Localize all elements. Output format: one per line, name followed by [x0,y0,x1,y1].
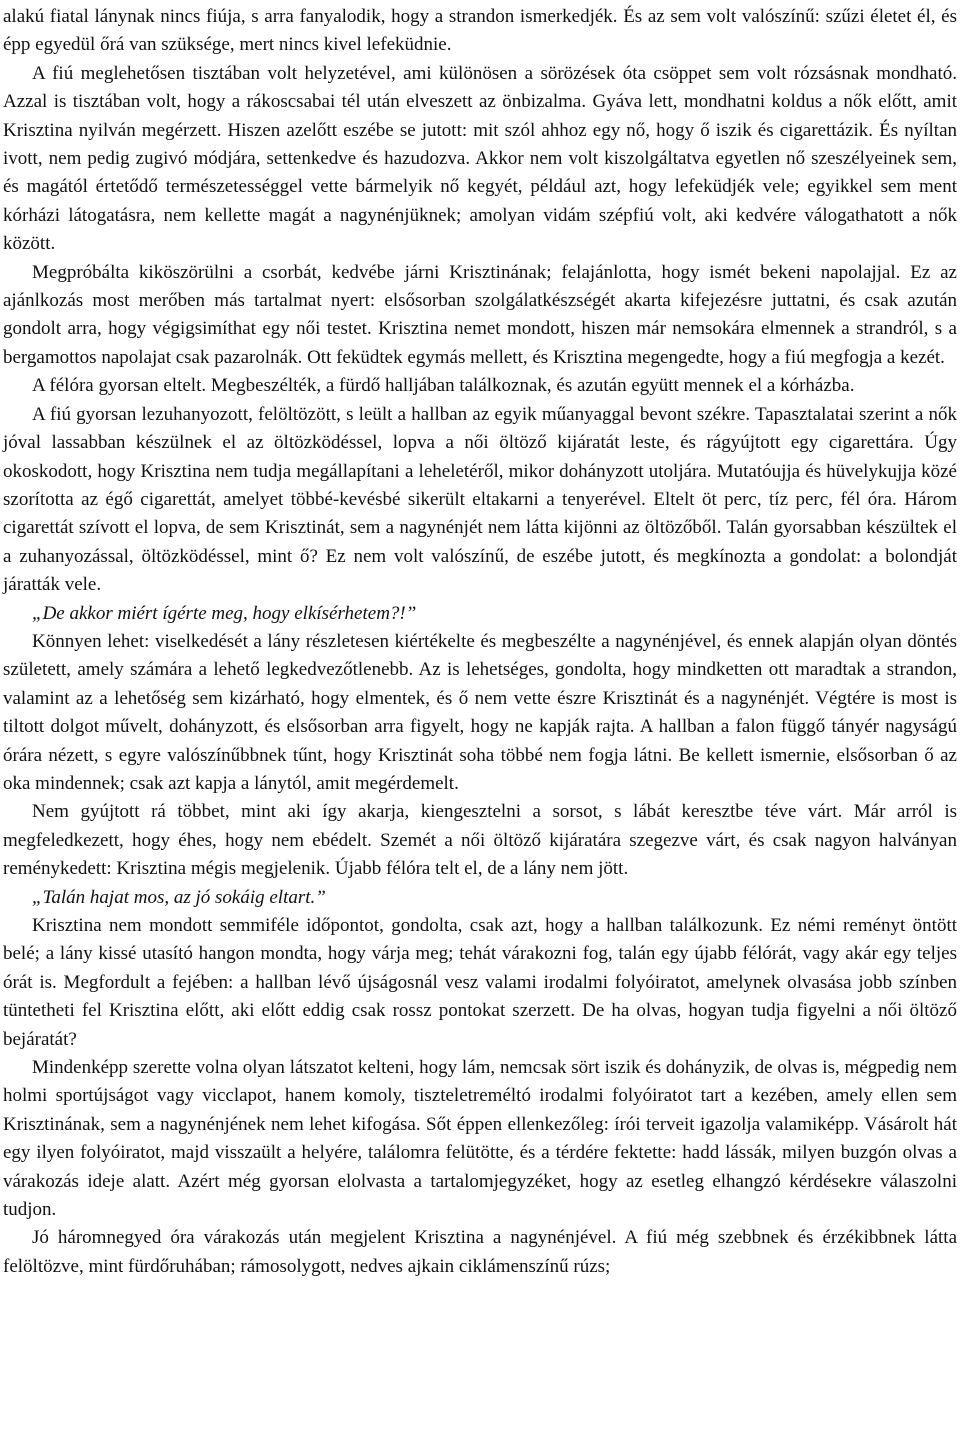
quoted-thought-1: „De akkor miért ígérte meg, hogy elkísérhetem?!” [32,602,417,624]
quoted-thought-2: „Talán hajat mos, az jó sokáig eltart.” [32,886,326,908]
paragraph-3: Megpróbálta kiköszörülni a csorbát, kedvébe járni Krisztinának; felajánlotta, hogy ismét bekeni napolajjal. Ez az ajánlkozás most merőben más tartalmat nyert: elsősorban szolgálatkészségét akarta kifejezésre juttatni, és csak azután gondolt arra, hogy végigsimíthat egy női testet. Krisztina nemet mondott, hiszen már nemsokára elmennek a strandról, s a bergamottos napolajat csak pazarolnák. Ott feküdtek egymás mellett, és Krisztina megengedte, hogy a fiú megfogja a kezét. [3,261,957,368]
paragraph-8: Krisztina nem mondott semmiféle időpontot, gondolta, csak azt, hogy a hallban találkozunk. Ez némi reményt öntött belé; a lány kissé utasító hangon mondta, hogy várja meg; tehát várakozni fog, talán egy újabb félórát, vagy akár egy teljes órát is. Megfordult a fejében: a hallban lévő újságosnál vesz valami irodalmi folyóiratot, amelynek olvasása jobb színben tüntetheti fel Krisztina előtt, aki előtt eddig csak rossz pontokat szerzett. De ha olvas, hogyan tudja figyelni a női öltöző bejáratát? [3,915,957,1050]
paragraph-1: alakú fiatal lánynak nincs fiúja, s arra fanyalodik, hogy a strandon ismerkedjék. És az sem volt valószínű: szűzi életet él, és épp egyedül őrá van szüksége, mert nincs kivel lefeküdnie. [3,6,957,56]
paragraph-5: A fiú gyorsan lezuhanyozott, felöltözött, s leült a hallban az egyik műanyaggal bevont székre. Tapasztalatai szerint a nők jóval lassabban készülnek el az öltözködéssel, lopva a női öltöző kijáratát leste, és rágyújtott egy cigarettára. Úgy okoskodott, hogy Krisztina nem tudja megállapítani a leheletéről, mikor dohányzott utoljára. Mutatóujja és hüvelykujja közé szorította az égő cigarettát, amelyet többé-kevésbé sikerült eltakarni a tenyerével. Eltelt öt perc, tíz perc, fél óra. Három cigarettát szívott el lopva, de sem Krisztinát, sem a nagynénjét nem látta kijönni az öltözőből. Talán gyorsabban készültek el a zuhanyozással, öltözködéssel, mint ő? Ez nem volt valószínű, de eszébe jutott, és megkínozta a gondolat: a bolondját járatták vele. [3,403,957,596]
paragraph-6: Könnyen lehet: viselkedését a lány részletesen kiértékelte és megbeszélte a nagynénjével, és ennek alapján olyan döntés született, amely számára a lehető legkedvezőtlenebb. Az is lehetséges, gondolta, hogy mindketten ott maradtak a strandon, valamint az a lehetőség sem kizárható, hogy elmentek, és ő nem vette észre Krisztinát és a nagynénjét. Végtére is most is tiltott dolgot művelt, dohányzott, és elsősorban arra figyelt, hogy ne kapják rajta. A hallban a falon függő tányér nagyságú órára nézett, s egyre valószínűbbnek tűnt, hogy Krisztinát soha többé nem fogja látni. Be kellett ismernie, elsősorban ő az oka mindennek; csak azt kapja a lánytól, amit megérdemelt. [3,630,957,794]
paragraph-7: Nem gyújtott rá többet, mint aki így akarja, kiengesztelni a sorsot, s lábát keresztbe téve várt. Már arról is megfeledkezett, hogy éhes, hogy nem ebédelt. Szemét a női öltöző kijáratára szegezve várt, és csak nagyon halványan reménykedett: Krisztina mégis megjelenik. Újabb félóra telt el, de a lány nem jött. [3,801,957,880]
paragraph-2: A fiú meglehetősen tisztában volt helyzetével, ami különösen a sörözések óta csöppet sem volt rózsásnak mondható. Azzal is tisztában volt, hogy a rákoscsabai tél után elveszett az önbizalma. Gyáva lett, mondhatni koldus a nők előtt, amit Krisztina nyilván megérzett. Hiszen azelőtt eszébe se jutott: mit szól ahhoz egy nő, hogy ő iszik és cigarettázik. És nyíltan ivott, nem pedig zugivó módjára, settenkedve és hazudozva. Akkor nem volt kiszolgáltatva egyetlen nő szeszélyeinek sem, és magától értetődő természetességgel vette bármelyik nő kegyét, például azt, hogy lefeküdjék vele; egyikkel sem ment kórházi látogatásra, nem kellette magát a nagynénjüknek; amolyan vidám szépfiú volt, aki kedvére válogathatott a nők között. [3,62,957,255]
paragraph-4: A félóra gyorsan eltelt. Megbeszélték, a fürdő halljában találkoznak, és azután együtt mennek el a kórházba. [32,375,855,397]
document-page [3,3,957,1281]
paragraph-9: Mindenképp szerette volna olyan látszatot kelteni, hogy lám, nemcsak sört iszik és dohányzik, de olvas is, mégpedig nem holmi sportújságot vagy vicclapot, hanem komoly, tiszteletreméltó irodalmi folyóiratot tart a kezében, amely ellen sem Krisztinának, sem a nagynénjének nem lehet kifogása. Sőt éppen ellenkezőleg: írói terveit igazolja valamiképp. Vásárolt hát egy ilyen folyóiratot, majd visszaült a helyére, találomra felütötte, és a térdére fektette: hadd lássák, milyen buzgón olvas a várakozás ideje alatt. Azért még gyorsan elolvasta a tartalomjegyzéket, hogy az esetleg elhangzó kérdésekre válaszolni tudjon. [3,1057,957,1221]
paragraph-10: Jó háromnegyed óra várakozás után megjelent Krisztina a nagynénjével. A fiú még szebbnek és érzékibbnek látta felöltözve, mint fürdőruhában; rámosolygott, nedves ajkain ciklámenszínű rúzs; [3,1227,957,1277]
